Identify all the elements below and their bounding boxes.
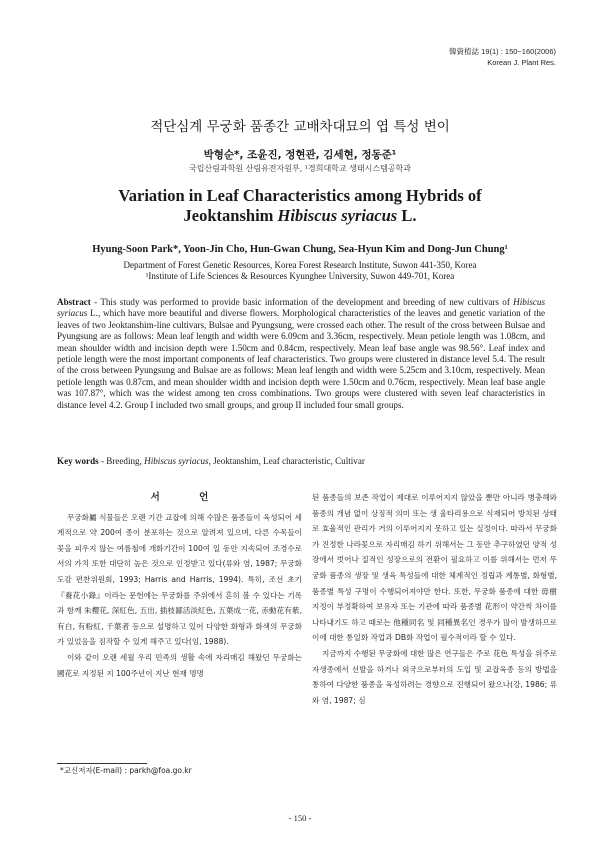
intro-paragraph-1: 무궁화屬 식물들은 오랜 기간 교잡에 의해 수많은 품종들이 육성되어 세계적으로 약 200여 종이 분포하는 것으로 알려져 있으며, 다른 수목들이 꽃을 피우지 않는 여름철에 개화기간이 100여 일 동안 지속되어 조경수로서의 가치 또한 대단히 높은 것으로 인정받고 있다(류와 염, 1987; 무궁화도감 편찬위원회, 1993; Harris and Harris, 1994). 특히, 조선 초기 『養花小錄』이라는 문헌에는 무궁화를 주위에서 흔히 볼 수 있다는 기록과 함께 朱櫻花, 深紅色, 五出, 插枝鄙活淡紅色, 五葉成一花, 赤動花有紫, 有白, 有粉紅, 千葉者 등으로 설명하고 있어 다양한 화형과 화색의 무궁화가 있었음을 짐작할 수 있게 해주고 있다(임, 1988). xyxy=(57,512,302,647)
english-authors: Hyung-Soon Park*, Yoon-Jin Cho, Hun-Gwan Chung, Sea-Hyun Kim and Dong-Jun Chung¹ xyxy=(92,244,508,255)
english-title-line1: Variation in Leaf Characteristics among Hybrids of xyxy=(118,186,482,205)
english-title xyxy=(0,186,600,226)
page-number: - 150 - xyxy=(288,813,312,823)
abstract-text-1: - This study was performed to provide basic information of the development and breeding of new cultivars of xyxy=(90,297,514,307)
intro-paragraph-3: 지금까지 수행된 무궁화에 대한 많은 연구들은 주로 花色 특성을 위주로 자생종에서 선발을 하거나 외국으로부터의 도입 및 교잡육종 등의 방법을 통하여 다양한 품종을 육성하려는 경향으로 진행되어 왔으나(강, 1986; 류와 염, 1987; 심 xyxy=(312,648,557,705)
keywords-label: Key words xyxy=(57,456,99,466)
abstract-species: Hibiscus syriacus xyxy=(57,297,545,319)
english-affiliation-line2: ¹Institute of Life Sciences & Resources Kyunghee University, Suwon 449-701, Korea xyxy=(145,271,455,281)
english-title-end: L. xyxy=(397,206,417,225)
footnote-divider xyxy=(57,763,147,764)
journal-volume-line: 韓資植誌 19(1) : 150~160(2006) xyxy=(449,47,556,56)
section-title-introduction: 서 언 xyxy=(150,492,227,503)
intro-paragraph-2-continued: 된 품종들의 보존 작업이 제대로 이루어지지 않았을 뿐만 아니라 병충해와 품종의 개념 없이 상징적 의미 또는 생 울타리용으로 식재되어 방치된 상태로 효율적인 관리가 거의 이루어지지 못하고 있는 실정이다. 따라서 무궁화가 진정한 나라꽃으로 자리매김 하기 위해서는 그 동안 추구하였던 양적 성장에서 벗어나 질적인 성장으로의 전환이 필요하고 이를 위해서는 먼저 무궁화 품종의 생장 및 생육 특성들에 대한 체계적인 정립과 계통별, 화형별, 품종별 특성 구명이 수행되어져야만 한다. 또한, 무궁화 품종에 대한 毋樹 지정이 부정확하여 보유자 또는 기관에 따라 품종별 花形이 약간씩 차이를 나타내기도 하고 때로는 他種同名 및 同種異名인 경우가 많이 발생하므로 이에 대한 통일화 작업과 DB화 작업이 필수적이라 할 수 있다. xyxy=(312,493,557,643)
left-column xyxy=(57,490,302,681)
journal-name-line: Korean J. Plant Res. xyxy=(487,58,556,67)
abstract xyxy=(57,297,545,411)
keywords xyxy=(57,456,545,466)
english-title-plain: Jeoktanshim xyxy=(183,206,278,225)
right-column xyxy=(312,490,557,708)
english-affiliation xyxy=(40,260,560,282)
journal-citation xyxy=(449,46,556,68)
korean-title: 적단심계 무궁화 품종간 교배차대묘의 엽 특성 변이 xyxy=(150,119,450,135)
keywords-text-2: , Jeoktanshim, Leaf characteristic, Cultivar xyxy=(208,456,365,466)
intro-paragraph-2: 이와 같이 오랜 세월 우리 민족의 생활 속에 자리매김 해왔던 무궁화는 國花로 지정된 지 100주년이 지난 현재 명명 xyxy=(57,652,302,678)
korean-affiliation: 국립산림과학원 산림유전자원부, ¹경희대학교 생태시스템공학과 xyxy=(188,164,412,173)
keywords-species: Hibiscus syriacus xyxy=(144,456,209,466)
keywords-text-1: - Breeding, xyxy=(98,456,145,466)
abstract-text-2: L., which have more beautiful and diverse flowers. Morphological characteristics of the leaves and genetic variation of the leaves of two Jeoktanshim-line cultivars, Bulsae and Pyungsung, were crossed each other. The result of the cross between Bulsae and Pyungsung are as follows: Mean leaf length and width were 6.09cm and 3.36cm, respectively. Mean petiole length was 1.08cm, and mean shoulder width and incision depth were 1.50cm and 0.84cm, respectively. Mean leaf base angle was 98.56°. Leaf index and petiole length were the most important components of leaf characteristics. Two groups were clustered in distance level 5.4. The result of the cross between Pyungsung and Bulsae are as follows: Mean leaf length and width were 5.25cm and 3.10cm, respectively. Mean petiole length was 0.87cm, and mean shoulder width and incision depth were 1.50cm and 0.76cm, respectively. Mean leaf base angle was 107.87°, which was the widest among ten cross combinations. Two groups were clustered with seven leaf characteristics in distance level 4.2. Group I included two small groups, and group II included four small groups. xyxy=(57,308,545,410)
english-title-species: Hibiscus syriacus xyxy=(277,206,398,225)
corresponding-author-footnote: *교신저자(E-mail) : parkh@foa.go.kr xyxy=(60,766,192,775)
english-affiliation-line1: Department of Forest Genetic Resources, Korea Forest Research Institute, Suwon 441-350, Korea xyxy=(123,260,477,270)
english-title-line2 xyxy=(0,206,600,226)
abstract-label: Abstract xyxy=(57,297,91,307)
korean-authors: 박형순*, 조윤진, 정현관, 김세현, 정동준¹ xyxy=(203,149,397,161)
